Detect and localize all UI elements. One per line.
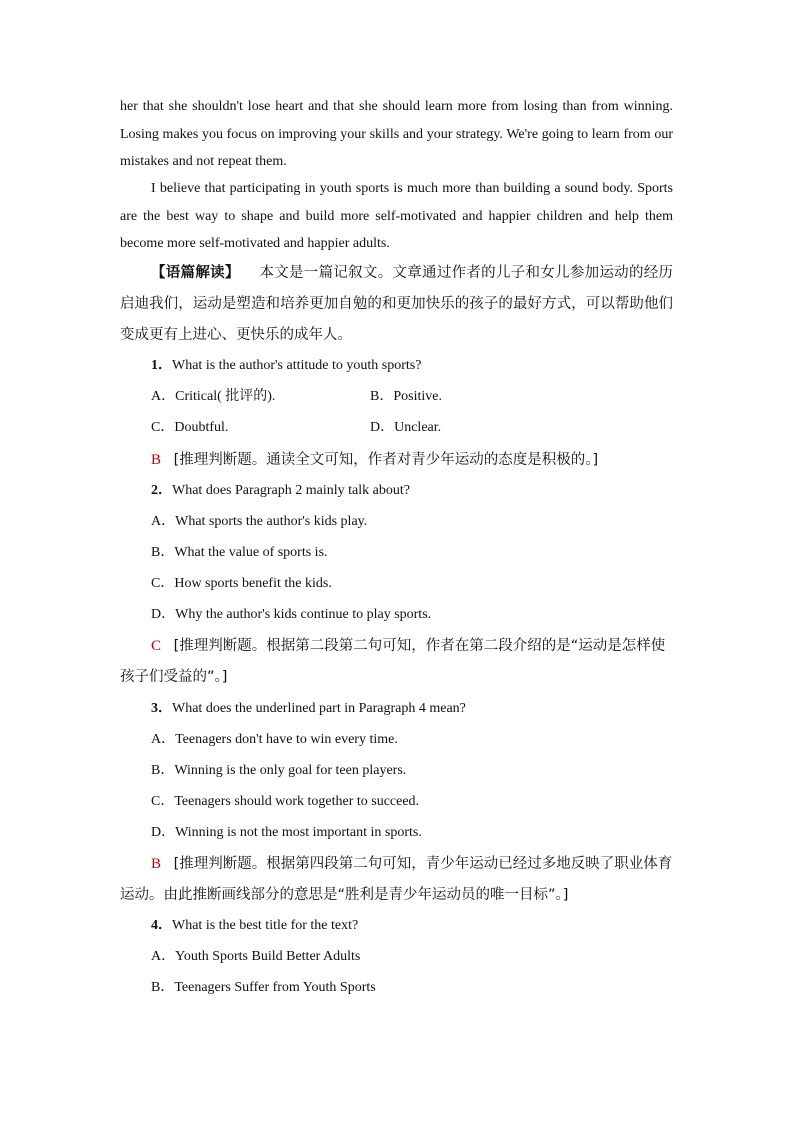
option: D．Unclear. [370,420,442,435]
option: D．Winning is not the most important in sports. [151,825,422,840]
option: C．Doubtful. [151,420,229,435]
option: B．What the value of sports is. [151,545,328,560]
option: A．Critical( 批评的). [151,389,276,404]
passage-paragraph: I believe that participating in youth sports is much more than building a sound body. Sports are the best way to shape and build more self-motivated and happier children and help them become more self-motivated and happier adults. [120,181,673,251]
option: B．Positive. [370,389,442,404]
question-stem: 4．What is the best title for the text? [151,918,359,933]
answer-key: B [151,856,162,872]
answer-explanation: C [推理判断题。根据第二段第二句可知，作者在第二段介绍的是“运动是怎样使孩子们受益的”。] [120,638,666,685]
option: A．Teenagers don't have to win every time. [151,732,398,747]
option: C．How sports benefit the kids. [151,576,332,591]
analysis-text: 本文是一篇记叙文。文章通过作者的儿子和女儿参加运动的经历启迪我们，运动是塑造和培养更加自勉的和更加快乐的孩子的最好方式，可以帮助他们变成更有上进心、更快乐的成年人。 [120,265,674,343]
reading-analysis [120,258,673,351]
option: A．What sports the author's kids play. [151,514,368,529]
answer-explanation: B [推理判断题。通读全文可知，作者对青少年运动的态度是积极的。] [151,452,599,468]
option: B．Teenagers Suffer from Youth Sports [151,980,376,995]
answer-key: B [151,452,162,468]
passage-paragraph: her that she shouldn't lose heart and that she should learn more from losing than from winning. Losing makes you focus on improving your skills and your strategy. We're going to learn from our mistakes and not repeat them. [120,99,673,169]
answer-explanation: B [推理判断题。根据第四段第二句可知，青少年运动已经过多地反映了职业体育运动。由此推断画线部分的意思是“胜利是青少年运动员的唯一目标”。] [120,856,673,903]
question-stem: 1．What is the author's attitude to youth sports? [151,358,422,373]
answer-key: C [151,638,162,654]
question-stem: 2．What does Paragraph 2 mainly talk about? [151,483,410,498]
option: D．Why the author's kids continue to play sports. [151,607,432,622]
option: B．Winning is the only goal for teen players. [151,763,407,778]
option: A．Youth Sports Build Better Adults [151,949,361,964]
analysis-label: 【语篇解读】 [151,265,240,281]
option: C．Teenagers should work together to succeed. [151,794,420,809]
question-stem: 3．What does the underlined part in Paragraph 4 mean? [151,701,466,716]
